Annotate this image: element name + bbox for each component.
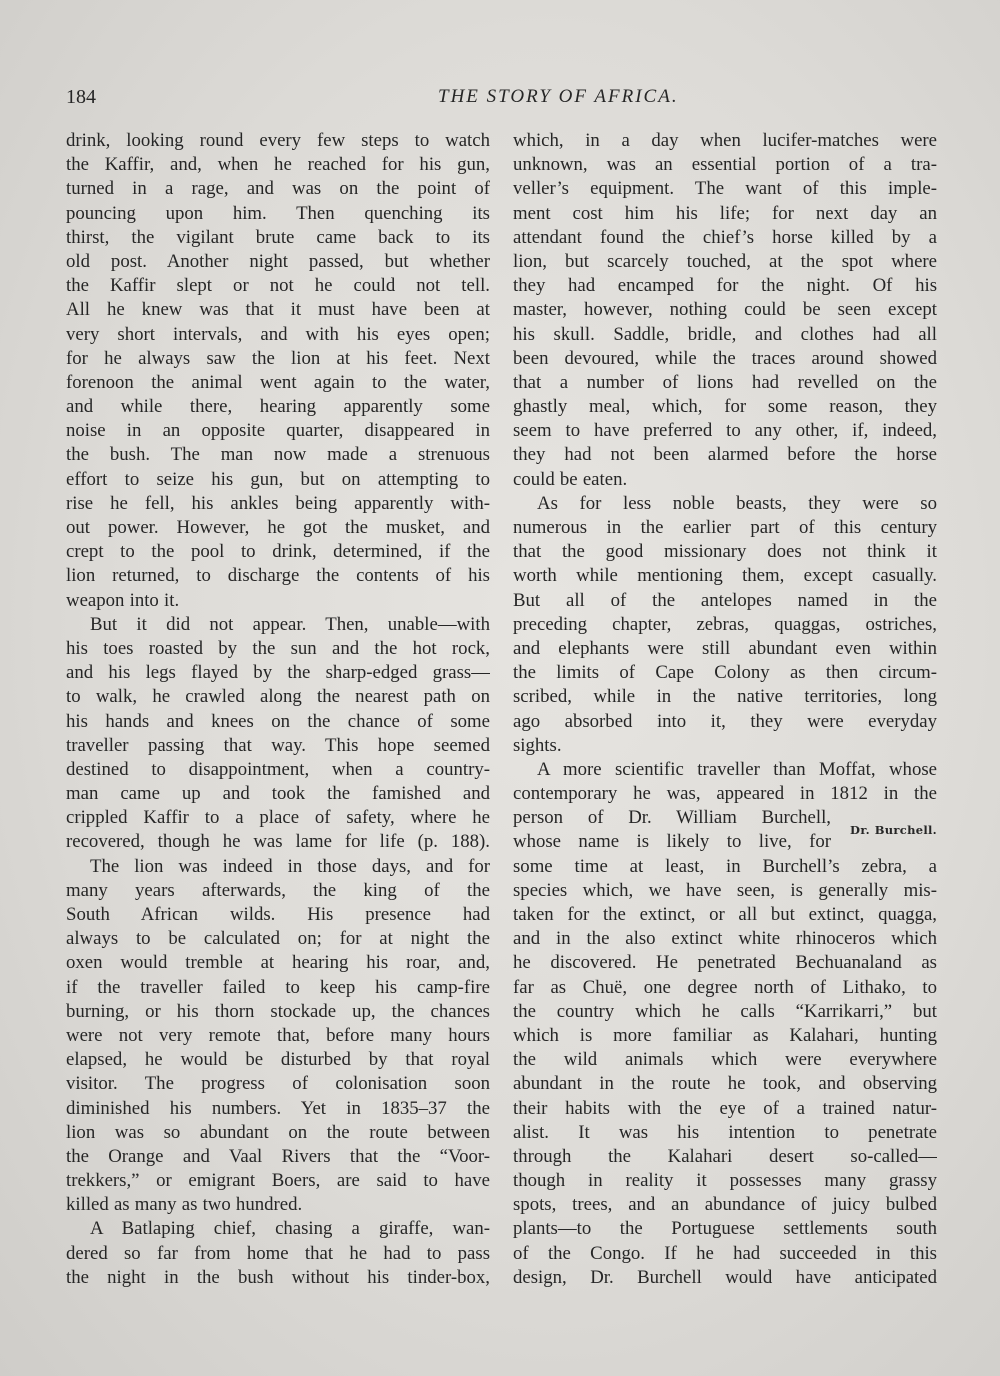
right-column-line: that the good missionary does not think it	[513, 541, 937, 563]
left-column-line: oxen would tremble at hearing his roar, and,	[66, 952, 490, 974]
left-column-line: crippled Kaffir to a place of safety, where he	[66, 807, 490, 829]
left-column-line: traveller passing that way. This hope seemed	[66, 734, 490, 756]
right-column-line: their habits with the eye of a trained natur-	[513, 1097, 937, 1119]
right-column-line: the limits of Cape Colony as then circum-	[513, 662, 937, 684]
right-column-line: unknown, was an essential portion of a tra-	[513, 154, 937, 176]
left-column-line: turned in a rage, and was on the point of	[66, 178, 490, 200]
left-column-line: the Kaffir, and, when he reached for his gun,	[66, 154, 490, 176]
left-column-line: and his legs flayed by the sharp-edged grass—	[66, 662, 490, 684]
left-column-line: The lion was indeed in those days, and for	[90, 855, 490, 877]
left-column-line: visitor. The progress of colonisation soon	[66, 1073, 490, 1095]
left-column-line: killed as many as two hundred.	[66, 1194, 303, 1216]
right-column-line: some time at least, in Burchell’s zebra, a	[513, 855, 937, 877]
left-column-line: the bush. The man now made a strenuous	[66, 444, 490, 466]
right-column-line: plants—to the Portuguese settlements south	[513, 1218, 937, 1240]
left-column-line: South African wilds. His presence had	[66, 904, 490, 925]
left-column-line: if the traveller failed to keep his camp-fire	[66, 976, 490, 998]
left-column-line: burning, or his thorn stockade up, the chances	[66, 1000, 490, 1022]
right-column-line: of the Congo. If he had succeeded in this	[513, 1242, 937, 1264]
right-column-line: species which, we have seen, is generally mis-	[513, 879, 937, 901]
right-column-line: attendant found the chief’s horse killed by a	[513, 226, 937, 248]
left-text-column	[66, 129, 490, 1290]
left-column-line: crept to the pool to drink, determined, if the	[66, 541, 490, 563]
right-column-line: he discovered. He penetrated Bechuanaland as	[513, 952, 937, 974]
left-column-line: forenoon the animal went again to the water,	[66, 371, 490, 393]
right-column-line: lion, but scarcely touched, at the spot where	[513, 250, 937, 272]
left-column-line: out power. However, he got the musket, and	[66, 517, 490, 538]
right-column-line: numerous in the earlier part of this century	[513, 517, 937, 538]
left-column-line: old post. Another night passed, but whether	[66, 250, 490, 272]
right-column-line: his skull. Saddle, bridle, and clothes had all	[513, 323, 937, 345]
left-column-line: A Batlaping chief, chasing a giraffe, wan-	[90, 1218, 490, 1240]
right-column-line: spots, trees, and an abundance of juicy bulbed	[513, 1194, 937, 1216]
running-title: THE STORY OF AFRICA.	[438, 86, 679, 107]
left-column-line: were not very remote that, before many hours	[66, 1024, 490, 1046]
left-column-line: and while there, hearing apparently some	[66, 396, 490, 418]
left-column-line: dered so far from home that he had to pass	[66, 1242, 490, 1264]
right-column-line: they had encamped for the night. Of his	[513, 275, 937, 297]
left-column-line: always to be calculated on; for at night the	[66, 928, 490, 950]
left-column-line: thirst, the vigilant brute came back to its	[66, 226, 490, 248]
right-column-line: seem to have preferred to any other, if, indeed,	[513, 420, 937, 442]
right-column-line: ghastly meal, which, for some reason, they	[513, 396, 937, 418]
left-column-line: very short intervals, and with his eyes open;	[66, 323, 490, 345]
right-column-line-text: person of Dr. William Burchell,	[513, 807, 831, 829]
left-column-line: the Orange and Vaal Rivers that the “Voor-	[66, 1145, 490, 1167]
left-column-line: diminished his numbers. Yet in 1835–37 the	[66, 1097, 490, 1119]
right-column-line: A more scientific traveller than Moffat, whose	[537, 758, 937, 780]
left-column-line: the Kaffir slept or not he could not tell.	[66, 275, 490, 297]
left-column-line: But it did not appear. Then, unable—with	[90, 613, 490, 635]
left-column-line: lion was so abundant on the route between	[66, 1121, 490, 1143]
left-column-line: weapon into it.	[66, 589, 180, 611]
right-column-line: preceding chapter, zebras, quaggas, ostriches,	[513, 613, 937, 635]
right-column-line: far as Chuë, one degree north of Lithako, to	[513, 976, 937, 998]
right-column-line: the wild animals which were everywhere	[513, 1049, 937, 1071]
left-column-line: for he always saw the lion at his feet. Next	[66, 347, 490, 369]
left-column-line: pouncing upon him. Then quenching its	[66, 202, 490, 224]
right-column-line: scribed, while in the native territories, long	[513, 686, 937, 708]
right-text-column	[513, 129, 937, 1290]
right-column-line: master, however, nothing could be seen except	[513, 299, 937, 321]
left-column-line: many years afterwards, the king of the	[66, 879, 490, 901]
left-column-line: his hands and knees on the chance of some	[66, 710, 490, 732]
right-column-line: ago absorbed into it, they were everyday	[513, 710, 937, 732]
right-column-line: they had not been alarmed before the horse	[513, 444, 937, 466]
left-column-line: lion returned, to discharge the contents of his	[66, 565, 490, 587]
right-column-line: and elephants were still abundant even within	[513, 637, 937, 659]
right-column-line: which, in a day when lucifer-matches were	[513, 130, 937, 151]
right-column-line: could be eaten.	[513, 468, 628, 490]
right-column-line: As for less noble beasts, they were so	[537, 492, 937, 514]
left-column-line: his toes roasted by the sun and the hot rock,	[66, 637, 490, 659]
right-column-line: through the Kalahari desert so-called—	[513, 1145, 937, 1167]
left-column-line: drink, looking round every few steps to watch	[66, 130, 490, 151]
left-column-line: All he knew was that it must have been at	[66, 299, 490, 321]
right-column-line: been devoured, while the traces around showed	[513, 347, 937, 369]
right-column-line: sights.	[513, 734, 562, 756]
right-column-line: which is more familiar as Kalahari, hunting	[513, 1024, 937, 1046]
left-column-line: rise he fell, his ankles being apparently with-	[66, 492, 490, 514]
left-column-line: to walk, he crawled along the nearest path on	[66, 686, 490, 708]
left-column-line: recovered, though he was lame for life (p. 188).	[66, 831, 490, 853]
right-column-line: design, Dr. Burchell would have anticipated	[513, 1266, 937, 1288]
right-column-line: worth while mentioning them, except casually.	[513, 565, 937, 587]
marginal-note: Dr. Burchell.	[850, 823, 937, 838]
right-column-line: veller’s equipment. The want of this imple-	[513, 178, 937, 200]
right-column-line: and in the also extinct white rhinoceros which	[513, 928, 937, 950]
right-column-line: abundant in the route he took, and observing	[513, 1073, 937, 1095]
left-column-line: the night in the bush without his tinder-box,	[66, 1266, 490, 1288]
page-header	[66, 86, 940, 112]
right-column-line: that a number of lions had revelled on the	[513, 371, 937, 393]
left-column-line: noise in an opposite quarter, disappeared in	[66, 420, 490, 442]
right-column-line: alist. It was his intention to penetrate	[513, 1121, 937, 1143]
right-column-line: the country which he calls “Karrikarri,” but	[513, 1000, 937, 1022]
right-column-line-text: whose name is likely to live, for	[513, 831, 831, 853]
left-column-line: man came up and took the famished and	[66, 783, 490, 805]
right-column-line: ment cost him his life; for next day an	[513, 202, 937, 224]
left-column-line: destined to disappointment, when a country-	[66, 758, 490, 780]
right-column-line: contemporary he was, appeared in 1812 in the	[513, 783, 937, 805]
left-column-line: effort to seize his gun, but on attempting to	[66, 468, 490, 490]
right-column-line: though in reality it possesses many grassy	[513, 1170, 937, 1192]
right-column-line	[513, 823, 937, 854]
right-column-line: But all of the antelopes named in the	[513, 589, 937, 611]
left-column-line: elapsed, he would be disturbed by that royal	[66, 1049, 490, 1071]
left-column-line: trekkers,” or emigrant Boers, are said to have	[66, 1170, 490, 1192]
right-column-line: taken for the extinct, or all but extinct, quagga,	[513, 904, 937, 925]
page-number: 184	[66, 86, 96, 108]
